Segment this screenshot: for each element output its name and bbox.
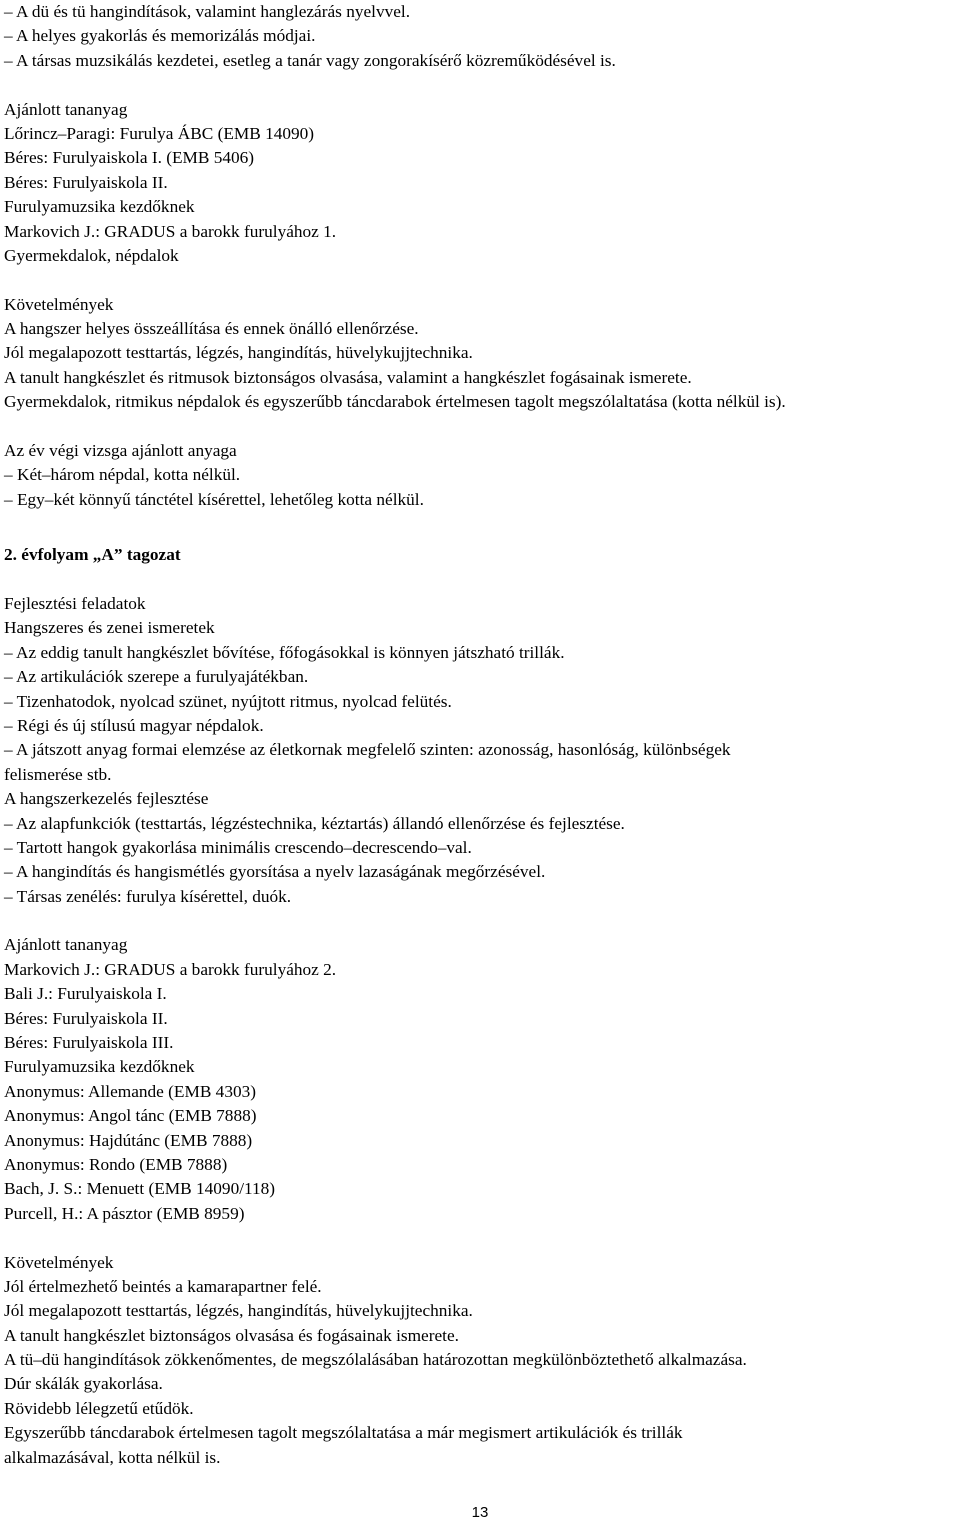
list-item: – A játszott anyag formai elemzése az életkornak megfelelő szinten: azonosság, hasonlóság, különbségek — [4, 740, 731, 760]
list-item: A tanult hangkészlet és ritmusok biztonságos olvasása, valamint a hangkészlet fogásainak ismerete. — [4, 367, 692, 387]
list-item: Anonymus: Hajdútánc (EMB 7888) — [4, 1130, 253, 1150]
list-item: – Tizenhatodok, nyolcad szünet, nyújtott ritmus, nyolcad felütés. — [4, 691, 452, 711]
spacer — [4, 415, 958, 439]
spacer — [4, 512, 958, 543]
requirements-section-1 — [4, 293, 958, 415]
list-item: Jól értelmezhető beintés a kamarapartner felé. — [4, 1276, 322, 1296]
list-item: Markovich J.: GRADUS a barokk furulyához 2. — [4, 959, 337, 979]
list-item: Gyermekdalok, népdalok — [4, 245, 179, 265]
list-item: Béres: Furulyaiskola II. — [4, 1008, 168, 1028]
page-number: 13 — [471, 1504, 489, 1521]
grade-title: 2. évfolyam „A” tagozat — [4, 545, 181, 565]
list-item: Purcell, H.: A pásztor (EMB 8959) — [4, 1203, 245, 1223]
list-item: A hangszer helyes összeállítása és ennek önálló ellenőrzése. — [4, 319, 419, 339]
list-item: Egyszerűbb táncdarabok értelmesen tagolt megszólaltatása a már megismert artikulációk és trillák — [4, 1423, 683, 1443]
list-item: Markovich J.: GRADUS a barokk furulyához 1. — [4, 221, 337, 241]
list-item: – Társas zenélés: furulya kísérettel, duók. — [4, 886, 292, 906]
list-item: – A hangindítás és hangismétlés gyorsítása a nyelv lazaságának megőrzésével. — [4, 862, 546, 882]
spacer — [4, 73, 958, 97]
list-item: Béres: Furulyaiskola II. — [4, 172, 168, 192]
list-item: – Tartott hangok gyakorlása minimális crescendo–decrescendo–val. — [4, 837, 472, 857]
list-item: Béres: Furulyaiskola I. (EMB 5406) — [4, 148, 255, 168]
list-item: – A helyes gyakorlás és memorizálás módjai. — [4, 26, 316, 46]
list-item: felismerése stb. — [4, 764, 112, 784]
list-item: – Régi és új stílusú magyar népdalok. — [4, 715, 264, 735]
list-item: Anonymus: Rondo (EMB 7888) — [4, 1154, 228, 1174]
spacer — [4, 268, 958, 292]
list-item: – Az alapfunkciók (testtartás, légzéstechnika, kéztartás) állandó ellenőrzése és fejlesztése. — [4, 813, 625, 833]
subsection-heading: A hangszerkezelés fejlesztése — [4, 789, 209, 809]
section-heading: Az év végi vizsga ajánlott anyaga — [4, 441, 237, 461]
list-item: A tanult hangkészlet biztonságos olvasása és fogásainak ismerete. — [4, 1325, 459, 1345]
list-item: Rövidebb lélegzetű etűdök. — [4, 1398, 194, 1418]
list-item: Bali J.: Furulyaiskola I. — [4, 984, 167, 1004]
section-heading: Fejlesztési feladatok — [4, 593, 146, 613]
list-item: Jól megalapozott testtartás, légzés, hangindítás, hüvelykujjtechnika. — [4, 1301, 473, 1321]
exam-section-1 — [4, 439, 958, 512]
recommended-material-section-2 — [4, 933, 958, 1226]
list-item: – Az eddig tanult hangkészlet bővítése, főfogásokkal is könnyen játszható trillák. — [4, 642, 565, 662]
requirements-section-2 — [4, 1251, 958, 1471]
spacer — [4, 909, 958, 933]
list-item: – Egy–két könnyű tánctétel kísérettel, lehetőleg kotta nélkül. — [4, 489, 424, 509]
list-item: – Az artikulációk szerepe a furulyajátékban. — [4, 667, 309, 687]
spacer — [4, 1226, 958, 1250]
list-item: Dúr skálák gyakorlása. — [4, 1374, 163, 1394]
section-heading: Követelmények — [4, 294, 114, 314]
spacer — [4, 568, 958, 592]
grade-2-section — [4, 543, 958, 909]
list-item: Lőrincz–Paragi: Furulya ÁBC (EMB 14090) — [4, 123, 315, 143]
list-item: Anonymus: Angol tánc (EMB 7888) — [4, 1106, 257, 1126]
list-item: Bach, J. S.: Menuett (EMB 14090/118) — [4, 1179, 276, 1199]
list-item: Furulyamuzsika kezdőknek — [4, 197, 195, 217]
document-page — [4, 0, 958, 1470]
list-item: Anonymus: Allemande (EMB 4303) — [4, 1081, 256, 1101]
list-item: alkalmazásával, kotta nélkül is. — [4, 1447, 221, 1467]
top-list — [4, 0, 958, 73]
list-item: Jól megalapozott testtartás, légzés, hangindítás, hüvelykujjtechnika. — [4, 343, 473, 363]
recommended-material-section-1 — [4, 98, 958, 269]
list-item: – A dü és tü hangindítások, valamint hanglezárás nyelvvel. — [4, 2, 411, 21]
section-heading: Ajánlott tananyag — [4, 99, 128, 119]
list-item: – A társas muzsikálás kezdetei, esetleg a tanár vagy zongorakísérő közreműködésével is. — [4, 50, 616, 70]
list-item: – Két–három népdal, kotta nélkül. — [4, 465, 241, 485]
list-item: Furulyamuzsika kezdőknek — [4, 1057, 195, 1077]
section-heading: Ajánlott tananyag — [4, 935, 128, 955]
section-heading: Követelmények — [4, 1252, 114, 1272]
list-item: A tü–dü hangindítások zökkenőmentes, de megszólalásában határozottan megkülönböztethető alkalmazása. — [4, 1350, 747, 1370]
list-item: Béres: Furulyaiskola III. — [4, 1033, 174, 1053]
list-item: Gyermekdalok, ritmikus népdalok és egyszerűbb táncdarabok értelmesen tagolt megszólaltatása (kotta nélkül is). — [4, 392, 786, 412]
subsection-heading: Hangszeres és zenei ismeretek — [4, 618, 215, 638]
